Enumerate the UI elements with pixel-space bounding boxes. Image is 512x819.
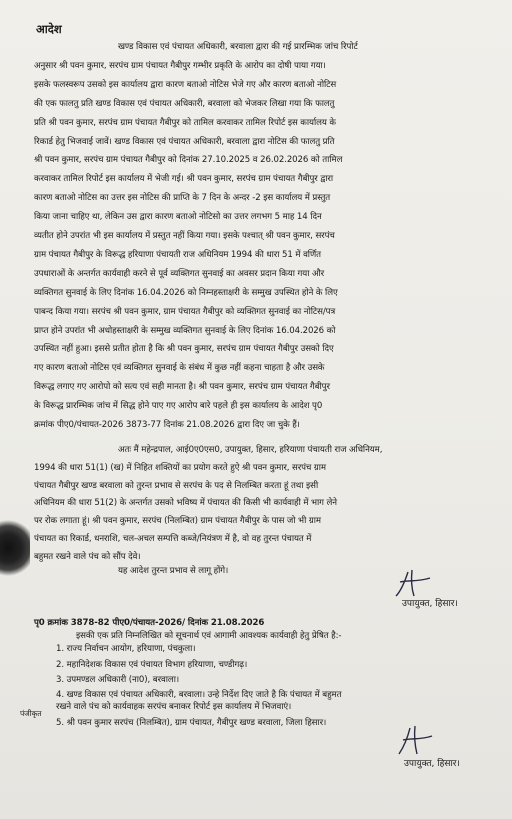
- text-line: पंचायत गैबीपुर खण्ड बरवाला को तुरन्त प्रभाव से सरपंच के पद से निलम्बित करता हूं तथा इसी: [34, 480, 319, 491]
- text-line: कारण बताओ नोटिस का उत्तर इस नोटिस की प्राप्ति के 7 दिन के अन्दर -2 इस कार्यालय में प्रस्तुत: [34, 193, 331, 204]
- signature-label: उपायुक्त, हिसार।: [402, 599, 458, 609]
- endorsement-ref: पृ0 क्रमांक 3878-82 पीए0/पंचायत-2026/ दिनांक 21.08.2026: [34, 618, 265, 628]
- text-line: व्यतीत होने उपरांत भी इस कार्यालय में प्रस्तुत नहीं किया गया। इसके पश्चात् श्री पवन कुमार, सरपंच: [34, 231, 335, 241]
- text-line: करवाकर तामिल रिपोर्ट इस कार्यालय में भेजी गई। श्री पवन कुमार, सरपंच ग्राम पंचायत गैबीपुर द्वारा: [34, 174, 334, 185]
- recipient-item: 5. श्री पवन कुमार सरपंच (निलम्बित), ग्राम पंचायत, गैबीपुर खण्ड बरवाला, जिला हिसार।: [56, 718, 327, 728]
- recipient-item: रखने वाले पंच को कार्यवाहक सरपंच बनाकर रिपोर्ट इस कार्यालय में भिजवाएं।: [56, 702, 292, 712]
- recipient-item: 3. उपमण्डल अधिकारी (ना0), बरवाला।: [56, 675, 180, 685]
- text-line: व्यक्तिगत सुनवाई के लिए दिनांक 16.04.2026 को निम्नहस्ताक्षरी के सम्मुख उपस्थित होने के लिए: [34, 287, 338, 298]
- text-line: किया जाना चाहिए था, लेकिन उस द्वारा कारण बताओ नोटिसो का उत्तर लगभग 5 माह 14 दिन: [34, 212, 322, 223]
- signature-label-2: उपायुक्त, हिसार।: [404, 759, 460, 769]
- effect-line: यह आदेश तुरन्त प्रभाव से लागू होंगे।: [118, 566, 229, 576]
- text-line: गए कारण बताओ नोटिस एवं व्यक्तिगत सुनवाई के संबंध में कुछ नहीं कहना चाहता है और उसके: [34, 363, 325, 374]
- text-line: खण्ड विकास एवं पंचायत अधिकारी, बरवाला द्वारा की गई प्रारम्भिक जांच रिपोर्ट: [118, 42, 358, 52]
- text-line: पाबन्द किया गया। सरपंच श्री पवन कुमार, ग्राम पंचायत गैबीपुर को व्यक्तिगत सुनवाई का नोटिस/पत्र: [34, 306, 336, 317]
- recipient-item: 1. राज्य निर्वाचन आयोग, हरियाणा, पंचकुला।: [56, 644, 196, 654]
- signature-mark-2: [380, 722, 450, 758]
- text-line: पंचायत का रिकार्ड, धनराशि, चल-अचल सम्पत्ति कब्जे/नियंत्रण में है, वो वह तुरन्त पंचायत में: [34, 534, 312, 544]
- text-line: विरूद्ध लगाए गए आरोपो को सत्य एवं सही मानता है। श्री पवन कुमार, सरपंच ग्राम पंचायत गैबीपुर: [34, 382, 330, 393]
- order-heading: आदेश: [36, 22, 62, 36]
- text-line: प्राप्त होने उपरांत भी अधोहस्ताक्षरी के सम्मुख व्यक्तिगत सुनवाई के लिए दिनांक 16.04.2026 को: [34, 325, 336, 336]
- text-line: इसके फलस्वरूप उसको इस कार्यालय द्वारा कारण बताओ नोटिस भेजे गए और कारण बताओ नोटिस: [34, 79, 337, 90]
- text-line: अतः मैं महेन्द्रपाल, आई0ए0एस0, उपायुक्त, हिसार, हरियाणा पंचायती राज अधिनियम,: [118, 445, 383, 455]
- text-line: अधिनियम की धारा 51(2) के अन्तर्गत उसको भविष्य में पंचायत की किसी भी कार्यवाही में भाग लेने: [34, 498, 337, 509]
- text-line: के विरूद्ध प्रारम्भिक जांच में सिद्ध होने पाए गए आरोप बारे पहले ही इस कार्यालय के आदेश पृ0: [34, 401, 323, 412]
- text-line: की एक फालतु प्रति खण्ड विकास एवं पंचायत अधिकारी, बरवाला को भेजकर लिखा गया कि फालतु: [34, 98, 335, 109]
- text-line: उपस्थित नहीं हुआ। इससे प्रतीत होता है कि श्री पवन कुमार, सरपंच ग्राम पंचायत गैबीपुर उसको दिए: [34, 344, 334, 355]
- text-line: श्री पवन कुमार, सरपंच ग्राम पंचायत गैबीपुर को दिनांक 27.10.2025 व 26.02.2026 को तामिल: [34, 155, 343, 166]
- text-line: 1994 की धारा 51(1) (ख) में निहित शक्तियों का प्रयोग करते हुऐ श्री पवन कुमार, सरपंच ग्राम: [34, 462, 326, 473]
- text-line: बहुमत रखने वाले पंच को सौंप देवे।: [34, 551, 141, 562]
- text-line: क्रमांक पीए0/पंचायत-2026 3873-77 दिनांक 21.08.2026 द्वारा दिए जा चुके हैं।: [34, 420, 300, 430]
- text-line: अनुसार श्री पवन कुमार, सरपंच ग्राम पंचायत गैबीपुर गम्भीर प्रकृति के आरोप का दोषी पाया गया।: [34, 60, 326, 71]
- binder-clip: [0, 520, 30, 576]
- recipient-item: 4. खण्ड विकास एवं पंचायत अधिकारी, बरवाला। उन्हे निर्देश दिए जाते है कि पंचायत में बहुमत: [56, 690, 342, 700]
- margin-note: पंजीकृत: [20, 709, 42, 718]
- text-line: ग्राम पंचायत गैबीपुर के विरूद्ध हरियाणा पंचायती राज अधिनियम 1994 की धारा 51 में वर्णित: [34, 249, 321, 260]
- text-line: रिकार्ड हेतु भिजवाई जावें। खण्ड विकास एवं पंचायत अधिकारी, बरवाला द्वारा नोटिस की फालतु प्रति: [34, 136, 335, 147]
- text-line: प्रति श्री पवन कुमार, सरपंच ग्राम पंचायत गैबीपुर को तामिल करवाकर तामिल रिपोर्ट इस कार्यालय के: [34, 117, 336, 128]
- text-line: पर रोक लगाता हूं। श्री पवन कुमार, सरपंच (निलम्बित) ग्राम पंचायत गैबीपुर के पास जो भी ग्राम: [34, 516, 321, 527]
- recipient-item: 2. महानिदेशक विकास एवं पंचायत विभाग हरियाणा, चण्डीगढ़।: [56, 660, 248, 670]
- text-line: उपधाराओं के अन्तर्गत कार्यवाही करने से पूर्व व्यक्तिगत सुनवाई का अवसर प्रदान किया गया और: [34, 268, 325, 279]
- endorsement-intro: इसकी एक प्रति निम्नलिखित को सूचनार्थ एवं आगामी आवश्यक कार्यवाही हेतु प्रेषित है:-: [76, 631, 342, 641]
